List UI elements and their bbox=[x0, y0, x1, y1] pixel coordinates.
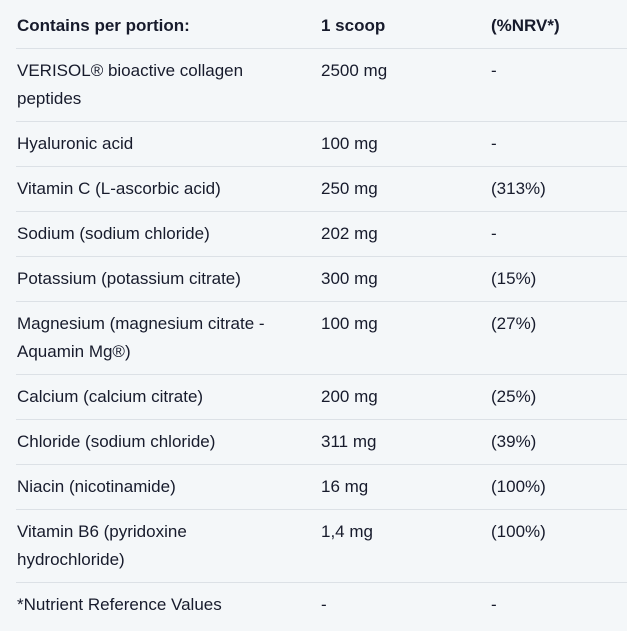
table-row bbox=[16, 374, 627, 419]
ingredient-name: Sodium (sodium chloride) bbox=[17, 224, 210, 243]
table-row bbox=[16, 419, 627, 464]
table-row bbox=[16, 582, 627, 627]
table-row bbox=[16, 48, 627, 121]
table-row bbox=[16, 121, 627, 166]
amount-value: - bbox=[321, 595, 327, 614]
nrv-value: - bbox=[491, 61, 497, 80]
nrv-value: (100%) bbox=[491, 522, 546, 541]
nrv-value: - bbox=[491, 134, 497, 153]
table-row bbox=[16, 256, 627, 301]
table-row bbox=[16, 509, 627, 582]
nrv-value: - bbox=[491, 595, 497, 614]
column-header-nrv: (%NRV*) bbox=[491, 16, 560, 35]
amount-value: 202 mg bbox=[321, 224, 378, 243]
ingredient-name: Niacin (nicotinamide) bbox=[17, 477, 176, 496]
nrv-value: (25%) bbox=[491, 387, 537, 406]
nrv-value: (313%) bbox=[491, 179, 546, 198]
table-row bbox=[16, 166, 627, 211]
nrv-value: - bbox=[491, 224, 497, 243]
nrv-value: (100%) bbox=[491, 477, 546, 496]
column-header-amount: 1 scoop bbox=[321, 16, 386, 35]
amount-value: 2500 mg bbox=[321, 61, 388, 80]
amount-value: 1,4 mg bbox=[321, 522, 373, 541]
column-header-contains-per-portion: Contains per portion: bbox=[17, 16, 190, 35]
table-body bbox=[0, 48, 627, 627]
amount-value: 100 mg bbox=[321, 134, 378, 153]
ingredient-name: Calcium (calcium citrate) bbox=[17, 387, 204, 406]
table-row bbox=[16, 464, 627, 509]
amount-value: 100 mg bbox=[321, 314, 378, 333]
ingredient-name: *Nutrient Reference Values bbox=[17, 595, 222, 614]
ingredient-name: Chloride (sodium chloride) bbox=[17, 432, 216, 451]
ingredient-name: Magnesium (magnesium citrate - Aquamin Mg®) bbox=[17, 314, 265, 361]
ingredient-name: Vitamin B6 (pyridoxine hydrochloride) bbox=[17, 522, 187, 569]
amount-value: 300 mg bbox=[321, 269, 378, 288]
ingredient-name: Vitamin C (L-ascorbic acid) bbox=[17, 179, 221, 198]
ingredient-name: Potassium (potassium citrate) bbox=[17, 269, 241, 288]
table-header-row bbox=[16, 0, 627, 48]
amount-value: 311 mg bbox=[321, 432, 377, 451]
amount-value: 16 mg bbox=[321, 477, 369, 496]
amount-value: 250 mg bbox=[321, 179, 378, 198]
table-row bbox=[16, 211, 627, 256]
nrv-value: (39%) bbox=[491, 432, 537, 451]
amount-value: 200 mg bbox=[321, 387, 378, 406]
table-row bbox=[16, 301, 627, 374]
ingredient-name: VERISOL® bioactive collagen peptides bbox=[17, 61, 244, 108]
nrv-value: (15%) bbox=[491, 269, 537, 288]
nrv-value: (27%) bbox=[491, 314, 537, 333]
ingredient-name: Hyaluronic acid bbox=[17, 134, 134, 153]
